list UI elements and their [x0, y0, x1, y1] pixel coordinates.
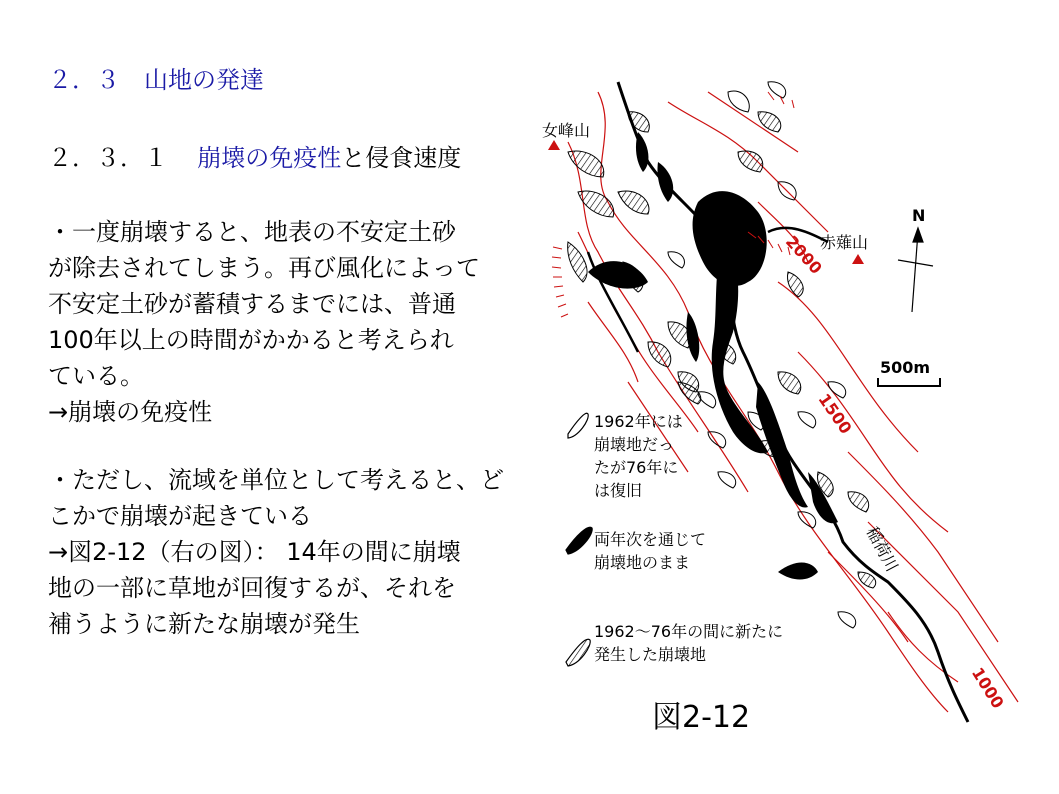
- contour-lines: [568, 92, 1018, 712]
- body-line: 100年以上の時間がかかると考えられ: [48, 326, 454, 354]
- peak-marker-right: [852, 254, 864, 264]
- contour-label-1000: 1000: [967, 664, 1008, 712]
- body-line: 補うように新たな崩壊が発生: [48, 610, 360, 638]
- outline-scar-icon: [568, 413, 588, 438]
- body-line: ている。: [48, 362, 144, 390]
- subsection-title-keyword: 崩壊の免疫性: [197, 144, 342, 172]
- body-line: →図2-12（右の図）： 14年の間に崩壊: [48, 538, 461, 566]
- scale-label: 500m: [880, 358, 931, 377]
- body-line: こかで崩壊が起きている: [48, 502, 312, 530]
- peak-marker-left: [548, 140, 560, 150]
- body-line: →崩壊の免疫性: [48, 398, 213, 426]
- body-line: ・一度崩壊すると、地表の不安定土砂: [48, 218, 456, 246]
- hatched-scar-icon: [566, 639, 590, 666]
- scale-bar: [878, 378, 940, 386]
- solid-scar-icon: [566, 527, 592, 554]
- legend-recovered: 1962年には 崩壊地だっ たが76年に は復旧: [594, 412, 683, 500]
- body-text: [48, 214, 528, 642]
- body-line: 不安定土砂が蓄積するまでには、普通: [48, 290, 456, 318]
- peak-label-left: 女峰山: [542, 121, 591, 140]
- legend-symbols: [566, 413, 592, 666]
- north-label: N: [912, 206, 926, 225]
- body-line: が除去されてしまう。再び風化によって: [48, 254, 480, 282]
- body-line: ・ただし、流域を単位として考えると、ど: [48, 466, 504, 494]
- subsection-title: [48, 138, 461, 173]
- contour-label-1500: 1500: [814, 390, 856, 438]
- north-arrow-icon: [898, 228, 933, 312]
- body-line: 地の一部に草地が回復するが、それを: [48, 574, 456, 602]
- landslide-map-figure: [528, 52, 1048, 742]
- section-title: ２．３ 山地の発達: [48, 66, 264, 94]
- subsection-title-rest: と侵食速度: [341, 144, 462, 172]
- subsection-number: ２．３．１: [48, 144, 168, 172]
- legend-persistent: 両年次を通じて 崩壊地のまま: [594, 530, 707, 572]
- figure-caption: 図2-12: [652, 700, 751, 735]
- peak-label-right: 赤薙山: [820, 233, 869, 252]
- river-label: 稲荷川: [862, 523, 902, 575]
- legend-new: 1962～76年の間に新たに 発生した崩壊地: [594, 622, 784, 664]
- contour-label-2000: 2000: [781, 232, 826, 278]
